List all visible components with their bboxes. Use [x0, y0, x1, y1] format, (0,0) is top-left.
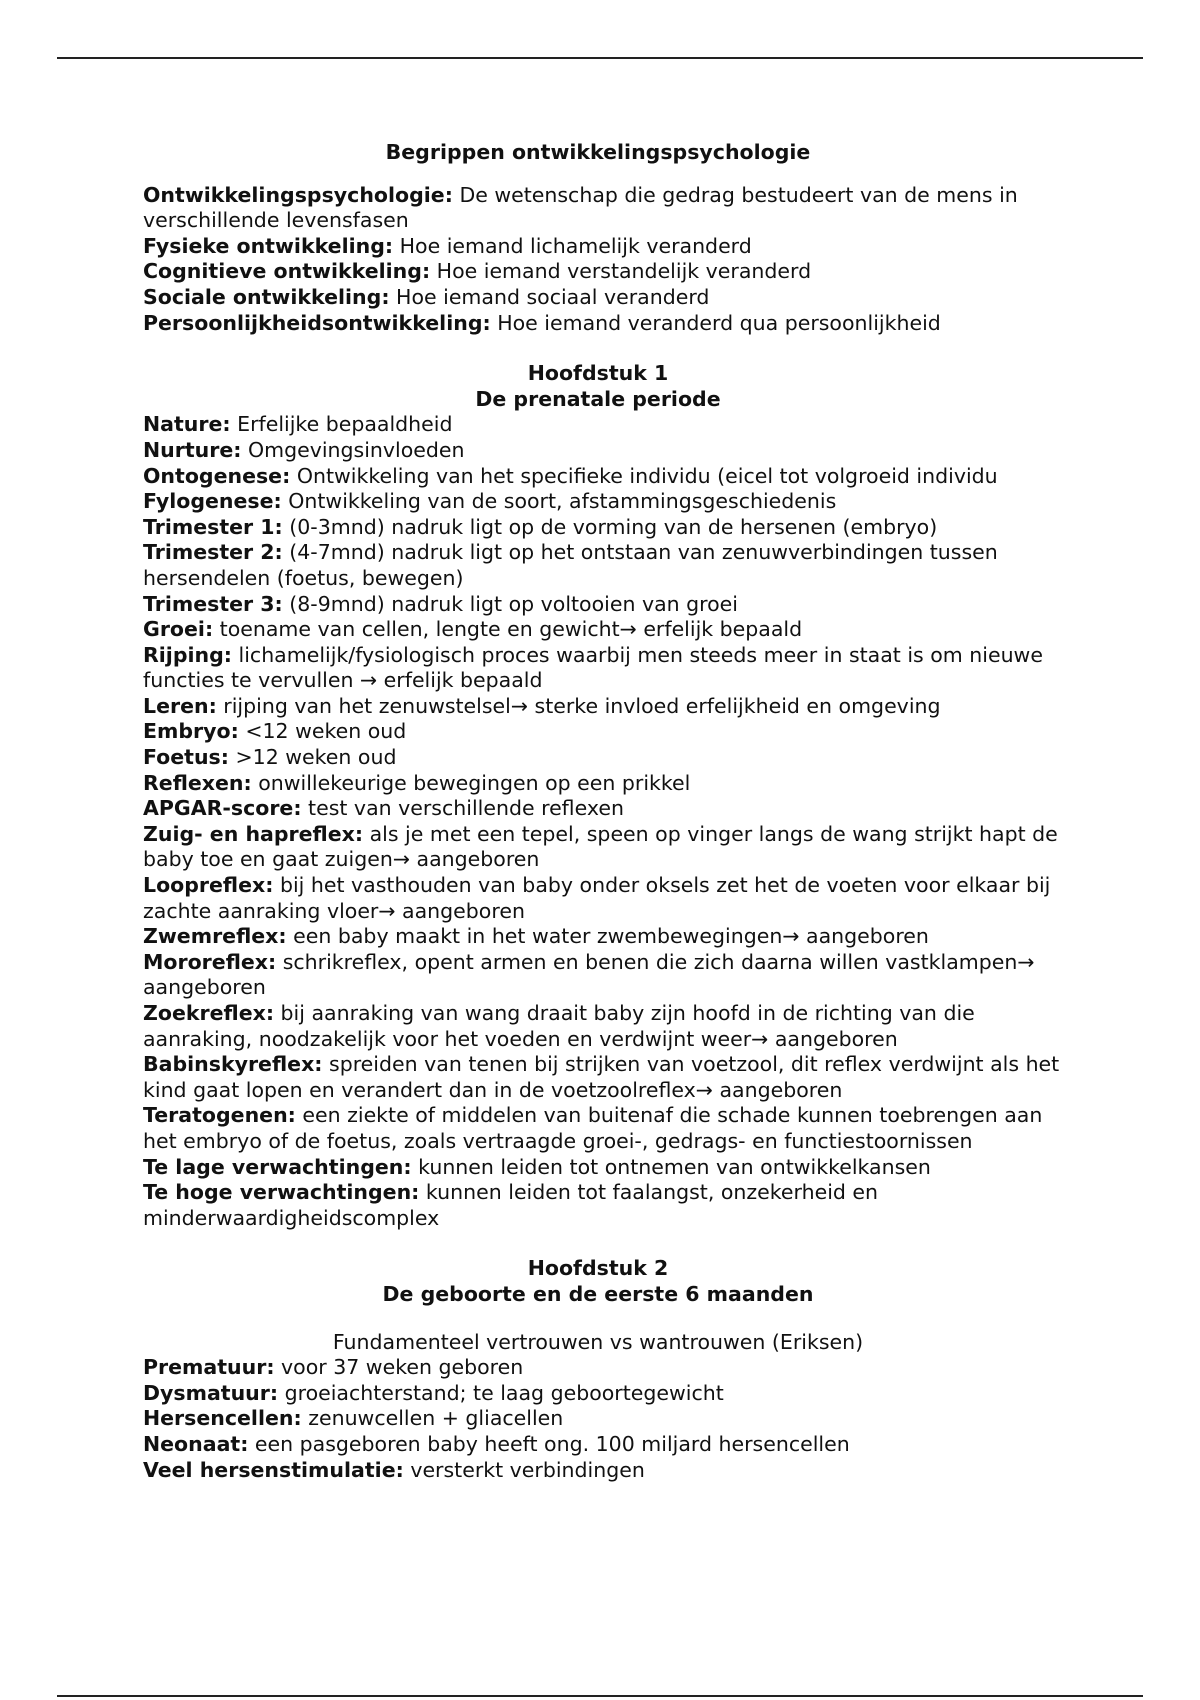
list-item: Zoekreflex: bij aanraking van wang draait baby zijn hoofd in de richting van die aanraking, noodzakelijk voor het voeden en verdwijnt weer→ aangeboren — [143, 1001, 975, 1051]
list-item: Zuig- en hapreflex: als je met een tepel, speen op vinger langs de wang strijkt hapt de baby toe en gaat zuigen→ aangeboren — [143, 821, 1058, 872]
intro-section — [143, 183, 1063, 337]
list-item: Foetus: >12 weken oud — [143, 745, 397, 770]
chapter-theme: Fundamenteel vertrouwen vs wantrouwen (Eriksen) — [332, 1329, 864, 1354]
list-item: Fysieke ontwikkeling: Hoe iemand lichamelijk veranderd — [143, 233, 752, 258]
list-item: Trimester 2: (4-7mnd) nadruk ligt op het ontstaan van zenuwverbindingen tussen hersendelen (foetus, bewegen) — [143, 540, 998, 590]
chapter-2 — [143, 1256, 1063, 1483]
list-item: Trimester 1: (0-3mnd) nadruk ligt op de vorming van de hersenen (embryo) — [143, 514, 938, 539]
list-item: Prematuur: voor 37 weken geboren — [143, 1355, 524, 1380]
list-item: Neonaat: een pasgeboren baby heeft ong. 100 miljard hersencellen — [143, 1431, 850, 1456]
list-item: Dysmatuur: groeiachterstand; te laag geboortegewicht — [143, 1380, 724, 1405]
list-item: Fylogenese: Ontwikkeling van de soort, afstammingsgeschiedenis — [143, 489, 837, 514]
document-title: Begrippen ontwikkelingspsychologie — [385, 140, 811, 164]
list-item: Mororeflex: schrikreflex, opent armen en benen die zich daarna willen vastklampen→ aangeboren — [143, 949, 1035, 1000]
list-item: Rijping: lichamelijk/fysiologisch proces waarbij men steeds meer in staat is om nieuwe functies te vervullen → erfelijk bepaald — [143, 642, 1043, 693]
list-item: APGAR-score: test van verschillende reflexen — [143, 796, 624, 821]
list-item: Babinskyreflex: spreiden van tenen bij strijken van voetzool, dit reflex verdwijnt als het kind gaat lopen en verandert dan in de voetzoolreflex→ aangeboren — [143, 1052, 1060, 1102]
list-item: Te lage verwachtingen: kunnen leiden tot ontnemen van ontwikkelkansen — [143, 1154, 931, 1179]
list-item: Nurture: Omgevingsinvloeden — [143, 437, 465, 462]
list-item: Zwemreflex: een baby maakt in het water zwembewegingen→ aangeboren — [143, 924, 929, 949]
list-item: Groei: toename van cellen, lengte en gewicht→ erfelijk bepaald — [143, 617, 803, 642]
list-item: Persoonlijkheidsontwikkeling: Hoe iemand veranderd qua persoonlijkheid — [143, 310, 941, 335]
list-item: Loopreflex: bij het vasthouden van baby onder oksels zet het de voeten voor elkaar bij zachte aanraking vloer→ aangeboren — [143, 873, 1051, 923]
list-item: Trimester 3: (8-9mnd) nadruk ligt op voltooien van groei — [143, 591, 738, 616]
list-item: Ontwikkelingspsychologie: De wetenschap die gedrag bestudeert van de mens in verschillende levensfasen — [143, 182, 1018, 233]
chapter-1 — [143, 361, 1063, 1231]
list-item: Sociale ontwikkeling: Hoe iemand sociaal veranderd — [143, 284, 710, 309]
footer-rule — [57, 1695, 1143, 1697]
list-item: Teratogenen: een ziekte of middelen van buitenaf die schade kunnen toebrengen aan het embryo of de foetus, zoals vertraagde groei-, gedrags- en functiestoornissen — [143, 1103, 1043, 1153]
list-item: Reflexen: onwillekeurige bewegingen op een prikkel — [143, 770, 691, 795]
chapter-subheading: De prenatale periode — [475, 386, 721, 411]
header-rule — [57, 57, 1143, 59]
document-body — [143, 140, 1063, 1483]
list-item: Embryo: <12 weken oud — [143, 719, 407, 744]
list-item: Hersencellen: zenuwcellen + gliacellen — [143, 1406, 564, 1431]
list-item: Te hoge verwachtingen: kunnen leiden tot faalangst, onzekerheid en minderwaardigheidscomplex — [143, 1180, 879, 1230]
chapter-subheading: De geboorte en de eerste 6 maanden — [382, 1281, 814, 1306]
chapter-heading: Hoofdstuk 1 — [527, 361, 669, 386]
list-item: Nature: Erfelijke bepaaldheid — [143, 412, 453, 437]
list-item: Veel hersenstimulatie: versterkt verbindingen — [143, 1457, 645, 1482]
list-item: Ontogenese: Ontwikkeling van het specifieke individu (eicel tot volgroeid individu — [143, 463, 998, 488]
chapter-heading: Hoofdstuk 2 — [527, 1256, 669, 1281]
list-item: Cognitieve ontwikkeling: Hoe iemand verstandelijk veranderd — [143, 259, 812, 284]
list-item: Leren: rijping van het zenuwstelsel→ sterke invloed erfelijkheid en omgeving — [143, 693, 941, 718]
